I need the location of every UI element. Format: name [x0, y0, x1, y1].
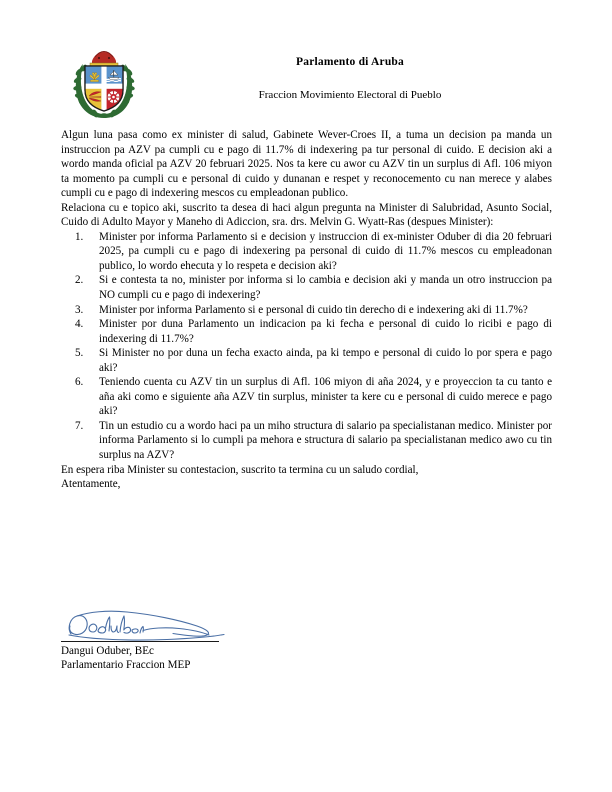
- list-item: Tin un estudio cu a wordo haci pa un miho structura di salario pa specialistanan medico. Minister por informa Parlamento si lo cumpli pa mehora e structura di salario pa specialistanan medico awo cu tin surplus na AZV?: [99, 419, 552, 462]
- list-item: Si Minister no por duna un fecha exacto ainda, pa ki tempo e personal di cuido lo por spera e pago aki?: [99, 347, 552, 374]
- signatory-name: Dangui Oduber, BEc: [61, 645, 154, 657]
- list-item: Minister por informa Parlamento si e decision y instruccion di ex-minister Oduber di dia 20 februari 2025, pa cumpli cu e pago di indexering pa personal di cuido di 11.7% mescos cu empleadonan publico, lo wordo ehecuta y lo respeta e decision aki?: [99, 230, 552, 272]
- paragraph-1: Algun luna pasa como ex minister di salud, Gabinete Wever-Croes II, a tuma un decision pa manda un instruccion pa AZV pa cumpli cu e pago di 11.7% di indexering pa tur personal di cuido. E decision aki a wordo manda oficial pa AZV 20 februari 2025. Nos ta kere cu awor cu AZV tin un surplus di Afl. 106 miyon ta momento pa cumpli cu e personal di cuido y dunanan e respet y reconocemento cu nan merece y alabes cumpli cu e pago di indexering mescos cu empleadonan publico.: [61, 129, 552, 200]
- page-subtitle: Fraccion Movimiento Electoral di Pueblo: [258, 88, 442, 101]
- closing-paragraph: En espera riba Minister su contestacion, suscrito ta termina cu un saludo cordial,: [61, 463, 419, 476]
- list-item: Minister por informa Parlamento si e personal di cuido tin derecho di e indexering aki di 11.7%?: [99, 303, 528, 316]
- lion-crest: [90, 52, 118, 67]
- paragraph-2: Relaciona cu e topico aki, suscrito ta desea di haci algun pregunta na Minister di Salubridad, Asunto Social, Cuido di Adulto Mayor y Maneho di Adiccion, sra. drs. Melvin G. Wyatt-Ras (despues Minister):: [61, 201, 552, 229]
- cogwheel: [107, 91, 119, 103]
- list-item: Si e contesta ta no, minister por informa si lo cambia e decision aki y manda un otro instruccion pa NO cumpli cu e pago di indexering?: [99, 274, 552, 302]
- signatory-role: Parlamentario Fraccion MEP: [61, 659, 191, 672]
- letterhead-titles: [160, 56, 540, 102]
- letter-body: [61, 128, 552, 492]
- shield: [85, 66, 123, 112]
- page-title: Parlamento di Aruba: [296, 56, 404, 68]
- list-item: Teniendo cuenta cu AZV tin un surplus di Afl. 106 miyon di aña 2024, y e proyeccion ta cu tanto e aña aki como e siguiente aña AZV tin surplus, minister ta kere cu e personal di cuido merece e pago aki?: [99, 376, 552, 418]
- handwritten-signature-icon: [61, 604, 261, 644]
- signature-block: [61, 604, 361, 672]
- questions-list: [61, 230, 552, 463]
- aruba-coat-of-arms-icon: [68, 48, 140, 120]
- list-item: Minister por duna Parlamento un indicacion pa ki fecha e personal di cuido lo ricibi e pago di indexering di 11.7%?: [99, 318, 552, 345]
- salutation: Atentamente,: [61, 478, 121, 491]
- letterhead: [0, 48, 612, 120]
